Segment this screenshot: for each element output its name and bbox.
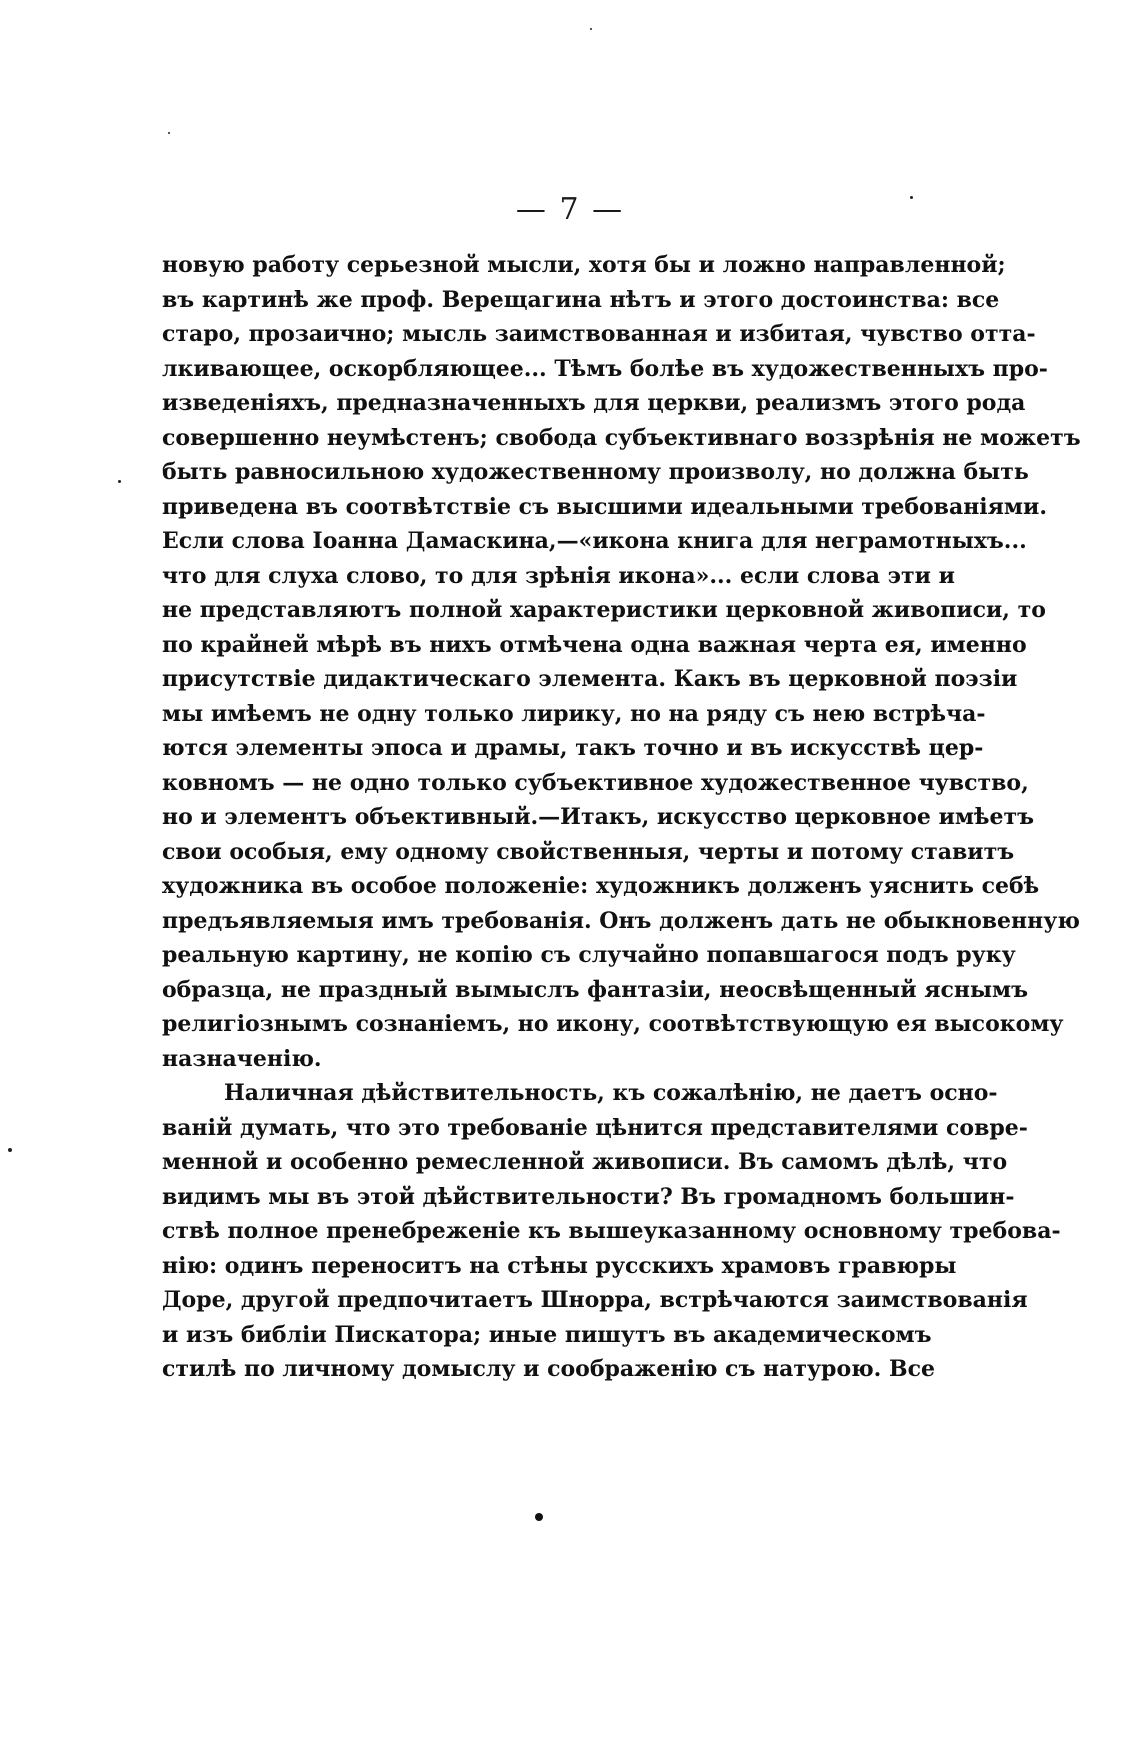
text-line: ковномъ — не одно только субъективное художественное чувство, bbox=[162, 769, 1029, 796]
text-line: быть равносильною художественному произволу, но должна быть bbox=[162, 459, 1029, 485]
text-line: ванiй думать, что это требованiе цѣнится представителями совре- bbox=[162, 1114, 1028, 1141]
text-line: предъявляемыя имъ требованiя. Онъ долженъ дать не обыкновенную bbox=[162, 907, 1080, 934]
text-line: нiю: одинъ переноситъ на стѣны русскихъ храмовъ гравюры bbox=[162, 1252, 957, 1279]
text-line: и изъ библiи Пискатора; иные пишутъ въ академическомъ bbox=[162, 1321, 932, 1348]
text-line: лкивающее, оскорбляющее... Тѣмъ болѣе въ художественныхъ про- bbox=[162, 355, 1048, 382]
scan-speck bbox=[910, 196, 913, 199]
text-line: Доре, другой предпочитаетъ Шнорра, встрѣчаются заимствованiя bbox=[162, 1287, 1028, 1313]
text-line: Если слова Iоанна Дамаскина,—«икона книга для неграмотныхъ... bbox=[162, 528, 1027, 554]
text-line: менной и особенно ремесленной живописи. Въ самомъ дѣлѣ, что bbox=[162, 1149, 1008, 1175]
text-line: въ картинѣ же проф. Верещагина нѣтъ и этого достоинства: все bbox=[162, 286, 1000, 313]
text-line: ствѣ полное пренебреженiе къ вышеуказанному основному требова- bbox=[162, 1218, 1061, 1244]
text-line: старо, прозаично; мысль заимствованная и избитая, чувство отта- bbox=[162, 321, 1036, 347]
scan-speck bbox=[118, 480, 121, 483]
text-line: не представляютъ полной характеристики церковной живописи, то bbox=[162, 597, 1046, 623]
text-line: ются элементы эпоса и драмы, такъ точно и въ искусствѣ цер- bbox=[162, 735, 984, 761]
text-line: новую работу серьезной мысли, хотя бы и ложно направленной; bbox=[162, 252, 1006, 278]
scan-speck bbox=[8, 1148, 12, 1152]
text-line: стилѣ по личному домыслу и соображенiю съ натурою. Все bbox=[162, 1356, 935, 1382]
text-line: реальную картину, не копiю съ случайно попавшагося подъ руку bbox=[162, 942, 1016, 968]
text-line: Наличная дѣйствительность, къ сожалѣнiю, не даетъ осно- bbox=[224, 1080, 998, 1106]
text-line: мы имѣемъ не одну только лирику, но на ряду съ нею встрѣча- bbox=[162, 700, 986, 727]
bottom-ink-dot bbox=[535, 1513, 543, 1521]
text-line: присутствiе дидактическаго элемента. Какъ въ церковной поэзiи bbox=[162, 666, 1018, 692]
paragraph-1 bbox=[162, 248, 1081, 1076]
text-line: религiознымъ сознанiемъ, но икону, соотвѣтствующую ея высокому bbox=[162, 1011, 1064, 1037]
paragraph-2 bbox=[162, 1076, 1061, 1387]
text-line: художника въ особое положенiе: художникъ долженъ уяснить себѣ bbox=[162, 873, 1040, 899]
scan-speck bbox=[590, 28, 592, 30]
page-number: — 7 — bbox=[515, 192, 625, 227]
text-line: свои особыя, ему одному свойственныя, черты и потому ставитъ bbox=[162, 838, 1015, 865]
text-line: образца, не праздный вымыслъ фантазiи, неосвѣщенный яснымъ bbox=[162, 976, 1029, 1003]
text-line: изведенiяхъ, предназначенныхъ для церкви, реализмъ этого рода bbox=[162, 390, 1026, 416]
text-line: совершенно неумѣстенъ; свобода субъективнаго воззрѣнiя не можетъ bbox=[162, 424, 1081, 451]
scan-speck bbox=[168, 132, 170, 134]
text-line: видимъ мы въ этой дѣйствительности? Въ громадномъ большин- bbox=[162, 1183, 1015, 1210]
body-text bbox=[162, 248, 1081, 1387]
text-line: но и элементъ объективный.—Итакъ, искусство церковное имѣетъ bbox=[162, 804, 1034, 830]
text-line: назначенiю. bbox=[162, 1045, 322, 1072]
text-line: по крайней мѣрѣ въ нихъ отмѣчена одна важная черта ея, именно bbox=[162, 631, 1027, 658]
text-line: что для слуха слово, то для зрѣнiя икона»... если слова эти и bbox=[162, 562, 955, 589]
text-line: приведена въ соотвѣтствiе съ высшими идеальными требованiями. bbox=[162, 493, 1048, 520]
